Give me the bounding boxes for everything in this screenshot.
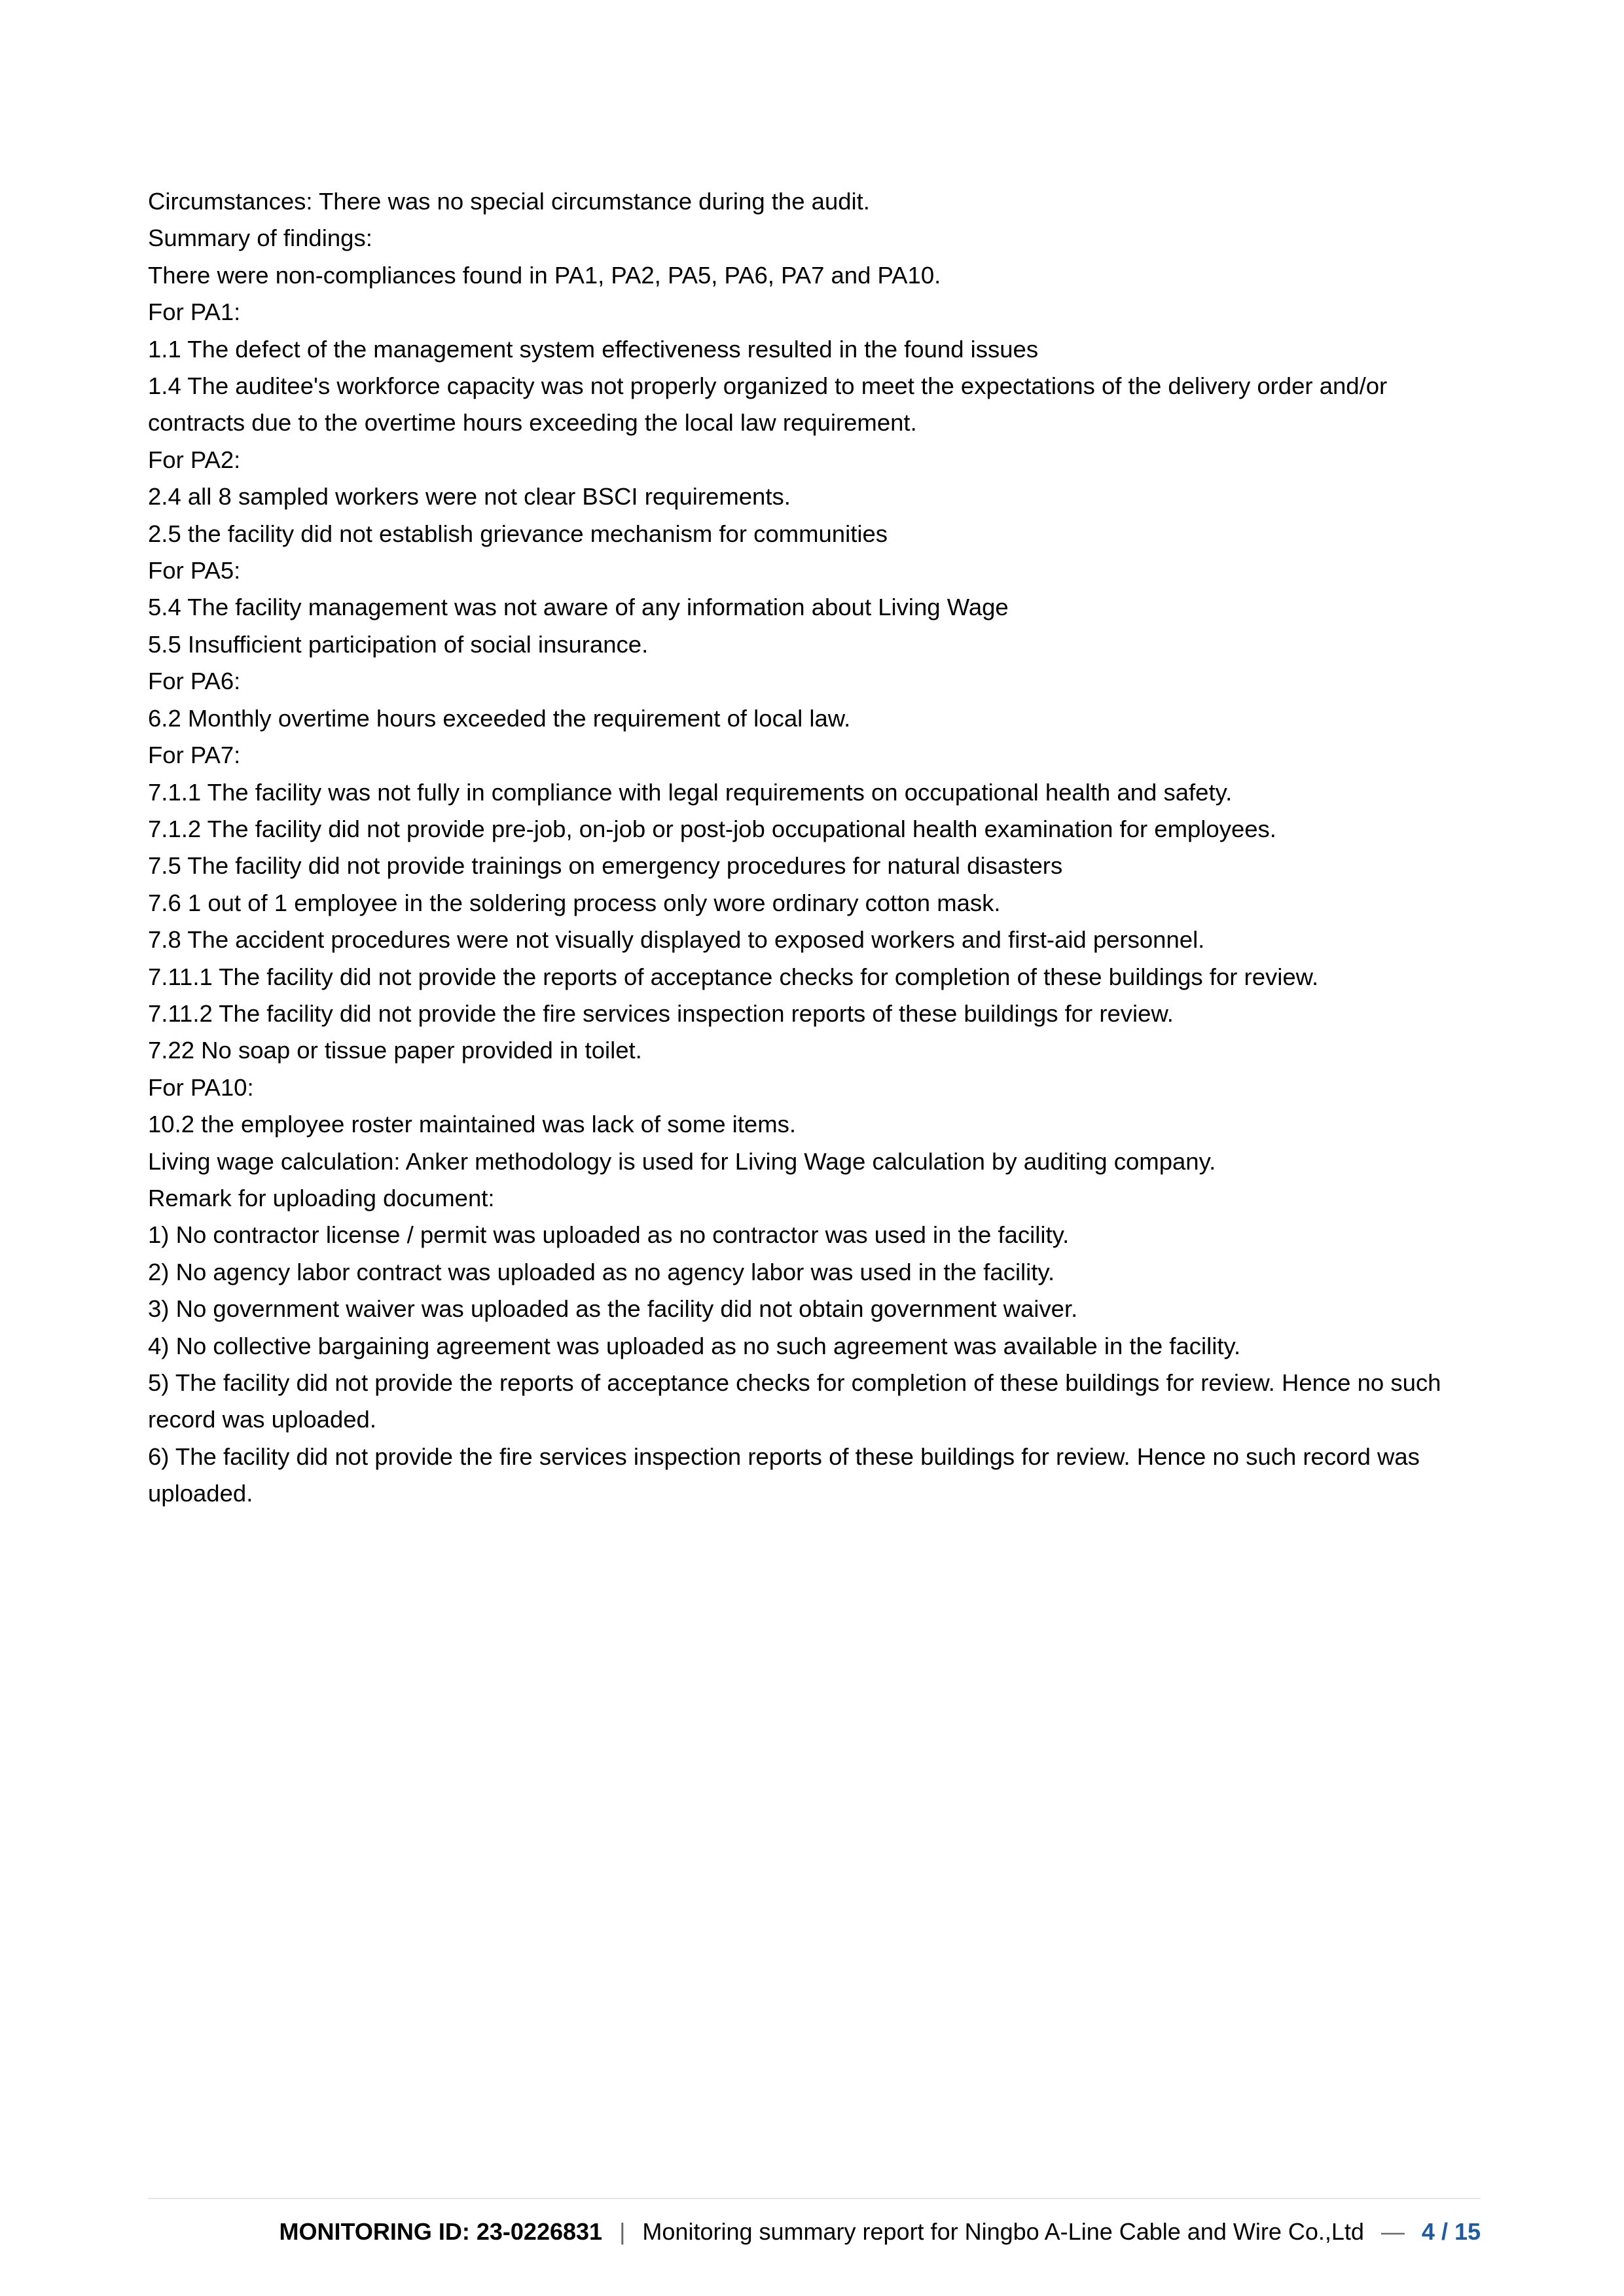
finding-7-11-1: 7.11.1 The facility did not provide the reports of acceptance checks for completion of these buildings for review. <box>148 963 1319 990</box>
finding-2-5: 2.5 the facility did not establish grievance mechanism for communities <box>148 520 888 547</box>
footer-separator: | <box>619 2218 626 2245</box>
finding-1-1: 1.1 The defect of the management system effectiveness resulted in the found issues <box>148 335 1039 363</box>
pa6-heading: For PA6: <box>148 668 241 695</box>
circumstances-line: Circumstances: There was no special circumstance during the audit. <box>148 188 870 215</box>
finding-7-1-2: 7.1.2 The facility did not provide pre-job, on-job or post-job occupational health examination for employees. <box>148 815 1276 842</box>
living-wage-line: Living wage calculation: Anker methodology is used for Living Wage calculation by auditing company. <box>148 1147 1216 1175</box>
remark-1: 1) No contractor license / permit was uploaded as no contractor was used in the facility. <box>148 1221 1070 1249</box>
pa2-heading: For PA2: <box>148 446 241 473</box>
pa7-heading: For PA7: <box>148 742 241 769</box>
page-footer <box>148 2212 1481 2251</box>
remark-3: 3) No government waiver was uploaded as the facility did not obtain government waiver. <box>148 1295 1078 1323</box>
monitoring-id: MONITORING ID: 23-0226831 <box>279 2218 603 2245</box>
finding-5-5: 5.5 Insufficient participation of social insurance. <box>148 630 649 658</box>
remark-heading: Remark for uploading document: <box>148 1184 495 1211</box>
footer-divider <box>148 2198 1481 2199</box>
summary-intro: There were non-compliances found in PA1, PA2, PA5, PA6, PA7 and PA10. <box>148 261 941 289</box>
pa5-heading: For PA5: <box>148 557 241 584</box>
remark-5: 5) The facility did not provide the reports of acceptance checks for completion of these buildings for review. Hence no such record was uploaded. <box>148 1369 1441 1433</box>
remark-2: 2) No agency labor contract was uploaded as no agency labor was used in the facility. <box>148 1258 1055 1285</box>
finding-7-22: 7.22 No soap or tissue paper provided in toilet. <box>148 1037 642 1064</box>
finding-10-2: 10.2 the employee roster maintained was lack of some items. <box>148 1111 797 1138</box>
remark-6: 6) The facility did not provide the fire services inspection reports of these buildings for review. Hence no such record was uploaded. <box>148 1443 1420 1507</box>
finding-2-4: 2.4 all 8 sampled workers were not clear BSCI requirements. <box>148 483 791 511</box>
pa1-heading: For PA1: <box>148 298 241 326</box>
finding-7-6: 7.6 1 out of 1 employee in the soldering process only wore ordinary cotton mask. <box>148 889 1001 916</box>
summary-heading: Summary of findings: <box>148 224 372 252</box>
finding-7-5: 7.5 The facility did not provide trainings on emergency procedures for natural disasters <box>148 852 1063 880</box>
report-title: Monitoring summary report for Ningbo A-Line Cable and Wire Co.,Ltd <box>642 2218 1364 2245</box>
page-number: 4 / 15 <box>1421 2218 1481 2245</box>
findings-body <box>148 183 1483 1513</box>
finding-5-4: 5.4 The facility management was not aware of any information about Living Wage <box>148 594 1009 621</box>
finding-7-8: 7.8 The accident procedures were not visually displayed to exposed workers and first-aid personnel. <box>148 926 1205 954</box>
finding-7-11-2: 7.11.2 The facility did not provide the fire services inspection reports of these buildings for review. <box>148 999 1174 1027</box>
finding-6-2: 6.2 Monthly overtime hours exceeded the requirement of local law. <box>148 704 851 732</box>
footer-dash: — <box>1380 2218 1405 2245</box>
pa10-heading: For PA10: <box>148 1073 254 1101</box>
remark-4: 4) No collective bargaining agreement was uploaded as no such agreement was available in the facility. <box>148 1332 1241 1359</box>
finding-1-4: 1.4 The auditee's workforce capacity was not properly organized to meet the expectations of the delivery order and/or contracts due to the overtime hours exceeding the local law requirement. <box>148 372 1388 437</box>
finding-7-1-1: 7.1.1 The facility was not fully in compliance with legal requirements on occupational health and safety. <box>148 778 1233 806</box>
